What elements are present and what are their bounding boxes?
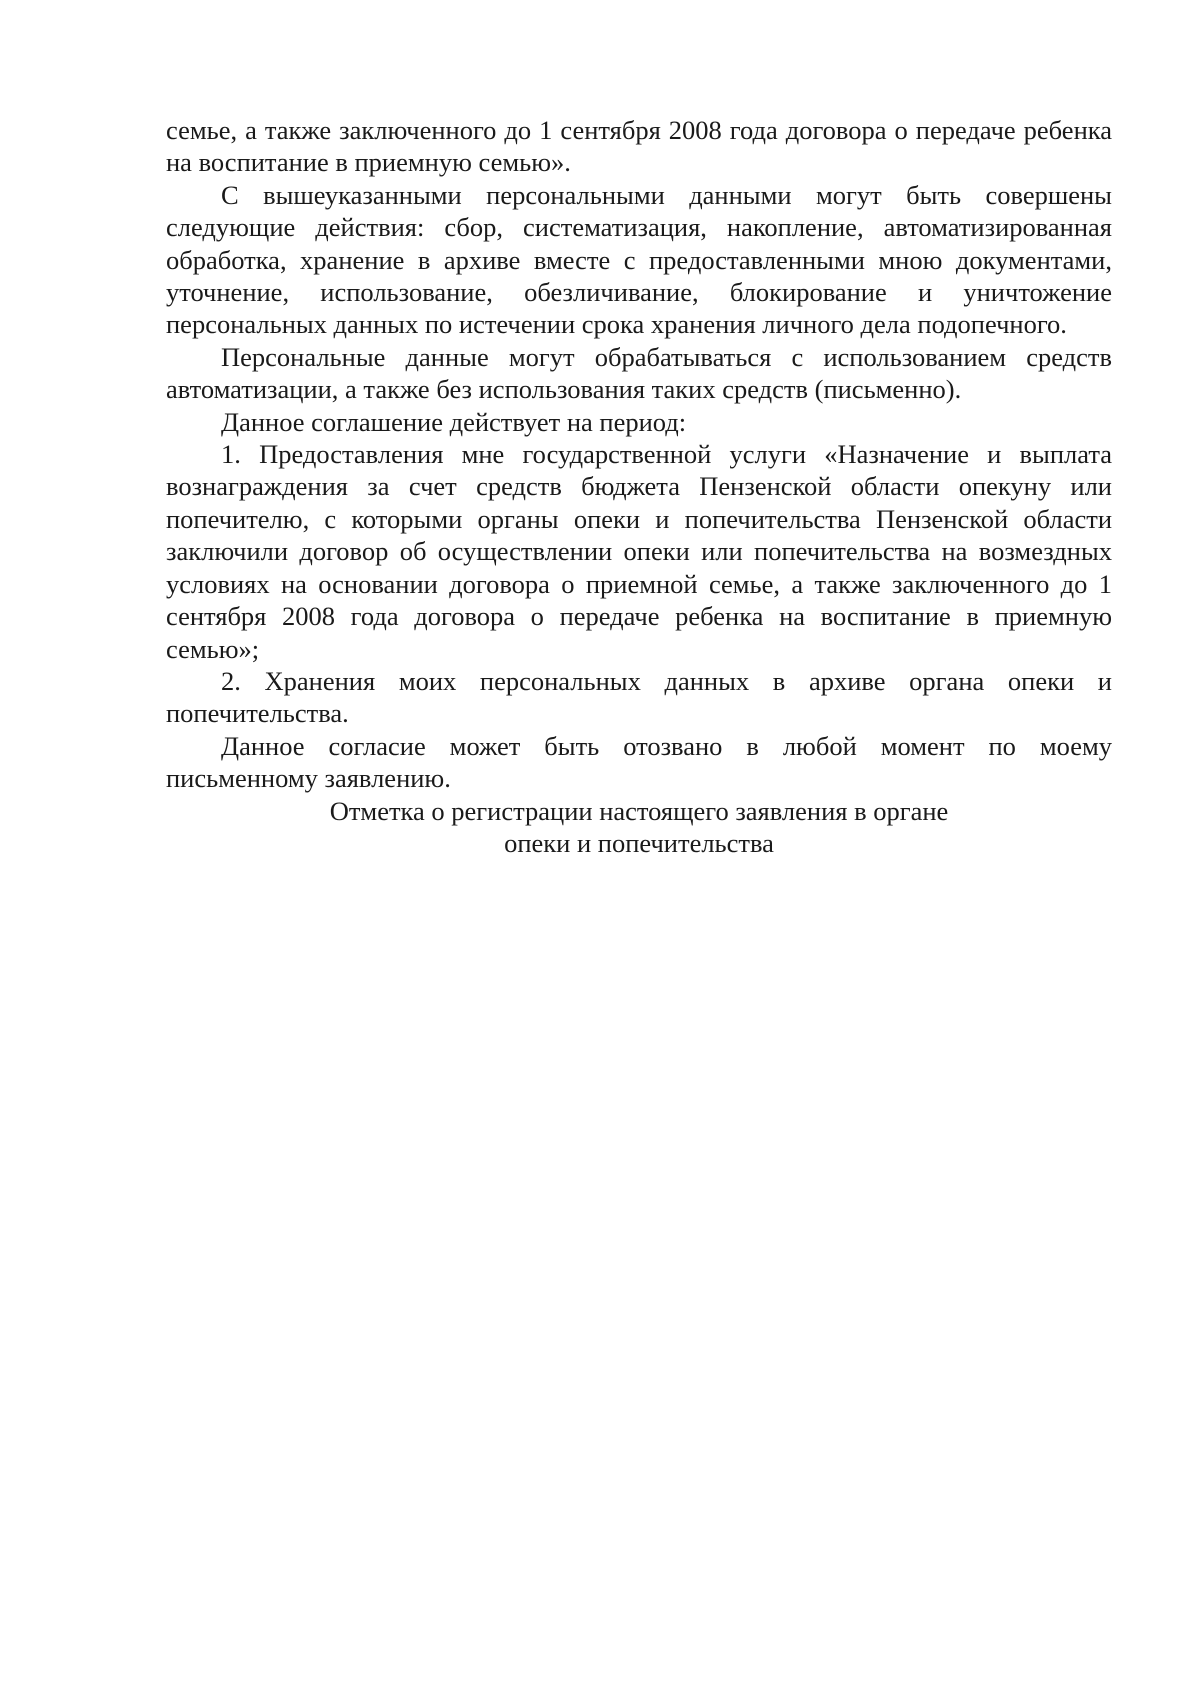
- paragraph-actions: С вышеуказанными персональными данными могут быть совершены следующие действия: сбор, систематизация, накопление, автоматизированная обработка, хранение в архиве вместе с предоставленными мною документами, уточнение, использование, обезличивание, блокирование и уничтожение персональных данных по истечении срока хранения личного дела подопечного.: [166, 179, 1112, 340]
- paragraph-item-1: 1. Предоставления мне государственной услуги «Назначение и выплата вознаграждения за счет средств бюджета Пензенской области опекуну или попечителю, с которыми органы опеки и попечительства Пензенской области заключили договор об осуществлении опеки или попечительства на возмездных условиях на основании договора о приемной семье, а также заключенного до 1 сентября 2008 года договора о передаче ребенка на воспитание в приемную семью»;: [166, 439, 1112, 664]
- paragraph-processing: Персональные данные могут обрабатываться с использованием средств автоматизации, а также без использования таких средств (письменно).: [166, 341, 1112, 405]
- registration-mark-line-1: Отметка о регистрации настоящего заявления в органе: [329, 795, 949, 826]
- paragraph-item-2: 2. Хранения моих персональных данных в архиве органа опеки и попечительства.: [166, 665, 1112, 729]
- paragraph-continuation: семье, а также заключенного до 1 сентября 2008 года договора о передаче ребенка на воспитание в приемную семью».: [166, 115, 1112, 178]
- paragraph-revocation: Данное согласие может быть отозвано в любой момент по моему письменному заявлению.: [166, 730, 1112, 794]
- registration-mark-line-2: опеки и попечительства: [504, 827, 774, 858]
- document-body: [166, 114, 1112, 859]
- paragraph-period: Данное соглашение действует на период:: [221, 406, 687, 437]
